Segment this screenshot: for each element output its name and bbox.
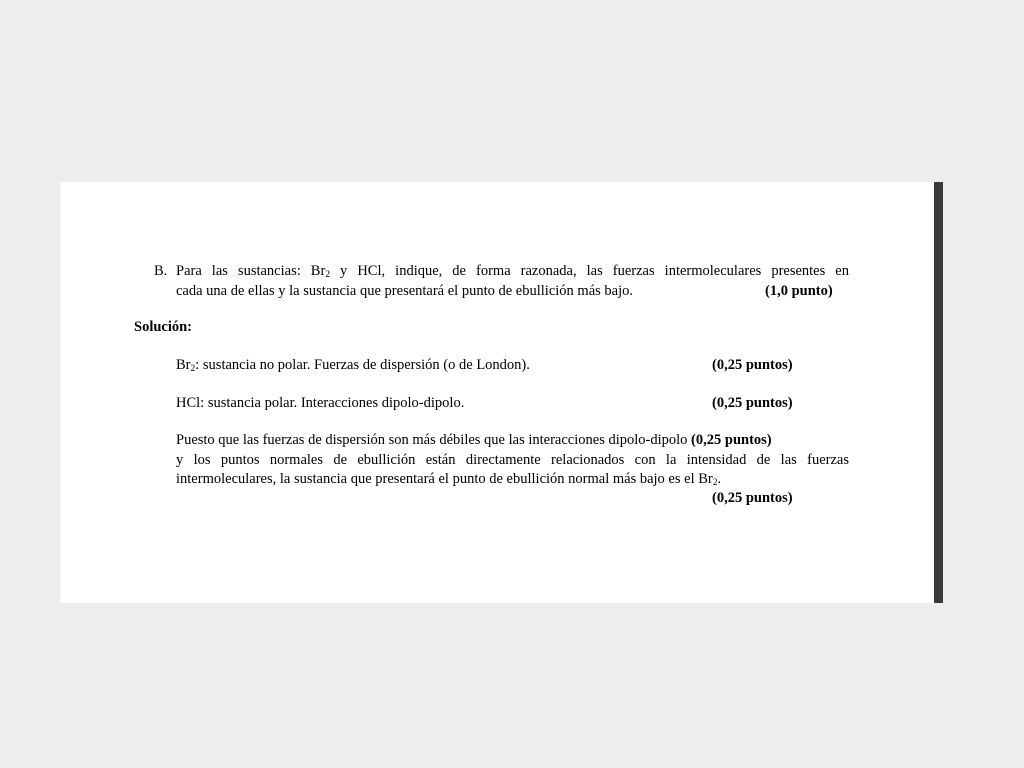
solution-heading: Solución: [134, 319, 193, 335]
question-line-2: cada una de ellas y la sustancia que presentará el punto de ebullición más bajo. [176, 283, 633, 299]
conclusion-line-1 [176, 431, 849, 449]
question-line-1-text-b: y HCl, indique, de forma razonada, las fuerzas intermoleculares presentes en [330, 263, 849, 279]
conclusion-line-1-points: (0,25 puntos) [691, 432, 772, 448]
question-line-1 [176, 262, 849, 280]
answer-br2-text-a: Br [176, 357, 191, 373]
conclusion-line-3-text-b: . [717, 471, 722, 487]
question-points: (1,0 punto) [765, 283, 833, 299]
conclusion-line-1-text: Puesto que las fuerzas de dispersión son más débiles que las interacciones dipolo-dipolo [176, 432, 692, 448]
page-edge-shadow [934, 182, 943, 603]
answer-hcl: HCl: sustancia polar. Interacciones dipolo-dipolo. [176, 395, 465, 411]
conclusion-line-3 [176, 470, 721, 488]
conclusion-line-2: y los puntos normales de ebullición están directamente relacionados con la intensidad de las fuerzas [176, 452, 849, 468]
conclusion-points: (0,25 puntos) [712, 490, 793, 506]
answer-br2-text-b: : sustancia no polar. Fuerzas de dispersión (o de London). [195, 357, 530, 373]
answer-br2-subscript: 2 [190, 364, 196, 374]
answer-hcl-points: (0,25 puntos) [712, 395, 793, 411]
question-line-1-text-a: Para las sustancias: Br [176, 263, 326, 279]
document-page [60, 182, 934, 603]
answer-br2 [176, 356, 530, 374]
answer-br2-points: (0,25 puntos) [712, 357, 793, 373]
conclusion-line-3-subscript: 2 [712, 478, 718, 488]
question-marker: B. [154, 263, 168, 279]
conclusion-line-3-text-a: intermoleculares, la sustancia que presentará el punto de ebullición normal más bajo es el Br [176, 471, 713, 487]
question-line-1-subscript: 2 [325, 270, 331, 280]
